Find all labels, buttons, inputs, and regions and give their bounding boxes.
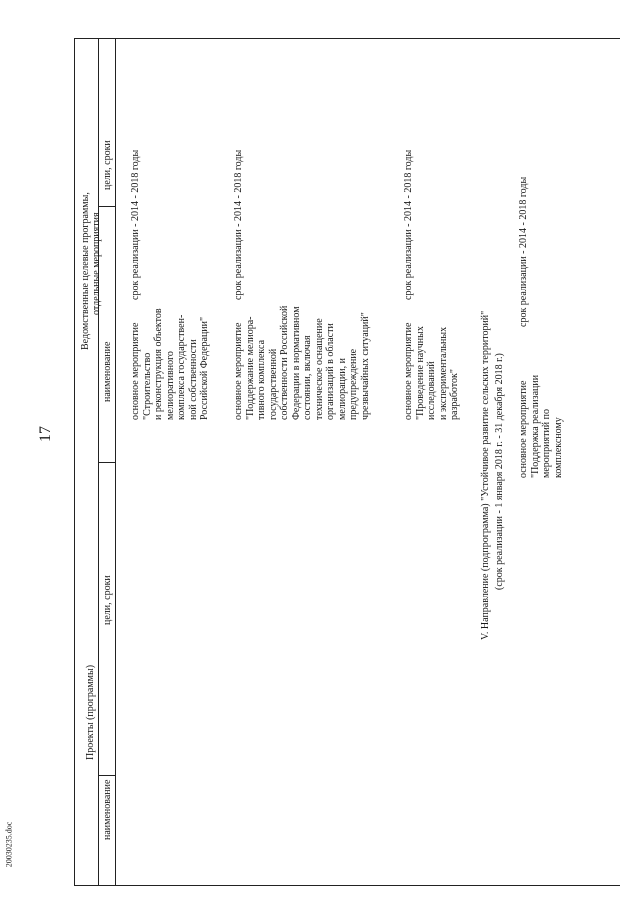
- table-top-border: [74, 38, 620, 39]
- header-projects-goals: цели, сроки: [102, 575, 113, 625]
- header-projects-group: Проекты (программы): [85, 664, 96, 760]
- row-3-term: срок реализации - 2014 - 2018 годы: [403, 149, 414, 300]
- table-left-border: [74, 38, 75, 886]
- section-title: V. Направление (подпрограмма) "Устойчивое развитие сельских территорий": [480, 310, 491, 640]
- footer-filename: 20030235.doc: [4, 821, 14, 868]
- row-4-name: основное мероприятие "Поддержка реализации мероприятий по комплексному: [518, 374, 564, 478]
- row-1-name: основное мероприятие "Строительство и реконструкция объектов мелиоративного комплекса государствен- ной собственности Российской Федерации": [130, 308, 210, 420]
- row-4-term: срок реализации - 2014 - 2018 годы: [518, 176, 529, 327]
- header-subsplit-left: [98, 775, 116, 776]
- header-dept-group-line1: Ведомственные целевые программы,: [80, 192, 91, 350]
- header-subsplit-right: [98, 206, 116, 207]
- page-number: 17: [37, 426, 54, 442]
- header-split: [98, 462, 116, 463]
- section-subtitle: (срок реализации - 1 января 2018 г. - 31 декабря 2018 г.): [494, 353, 505, 590]
- header-dept-name: наименование: [102, 341, 113, 402]
- table-bottom-border: [74, 885, 620, 886]
- row-1-term: срок реализации - 2014 - 2018 годы: [130, 149, 141, 300]
- header-dept-group-line2: отдельные мероприятия: [91, 212, 102, 315]
- row-2-term: срок реализации - 2014 - 2018 годы: [233, 149, 244, 300]
- row-2-name: основное мероприятие "Поддержание мелиора- тивного комплекса государственной собственности Российской Федерации в нормативном состоянии, включая техническое оснащение организаций в области мелиорации, и предупреждение чрезвычайных ситуаций": [233, 305, 371, 420]
- header-dept-goals: цели, сроки: [102, 140, 113, 190]
- row-3-name: основное мероприятие "Проведение научных исследований и экспериментальных разработок": [403, 322, 460, 420]
- header-projects-name: наименование: [102, 779, 113, 840]
